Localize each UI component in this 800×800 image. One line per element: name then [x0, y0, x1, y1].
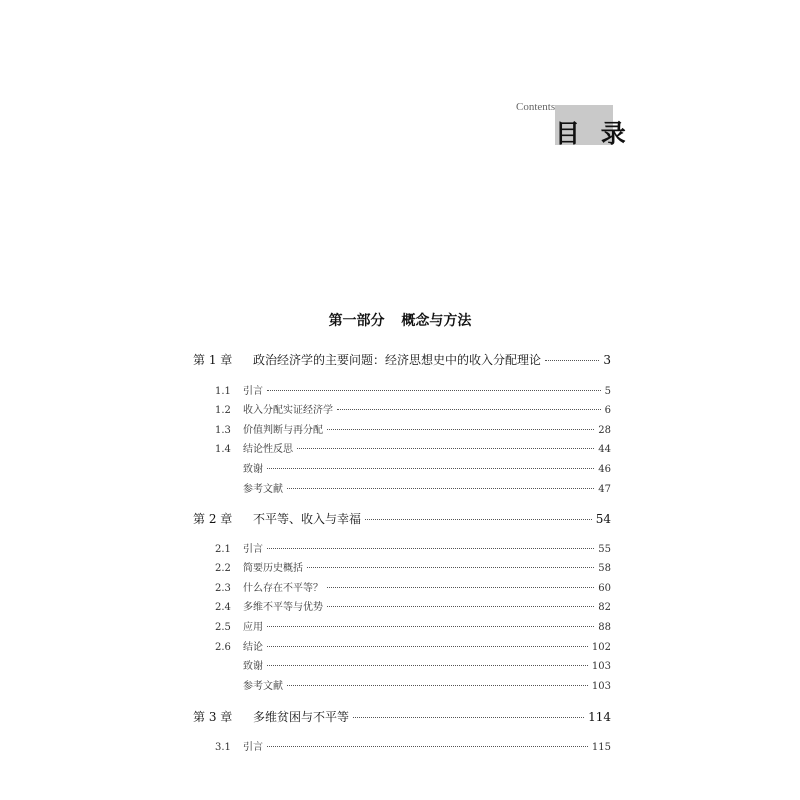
toc-section[interactable] [215, 421, 611, 436]
toc-section[interactable] [215, 618, 611, 633]
dot-leader [267, 665, 588, 666]
dot-leader [307, 567, 594, 568]
part-title: 第一部分 概念与方法 [328, 313, 472, 329]
section-number: 1.3 [215, 425, 231, 436]
dot-leader [327, 429, 594, 430]
section-title: 参考文献 [243, 681, 283, 692]
toc-section[interactable] [215, 738, 611, 753]
toc-references[interactable] [215, 480, 611, 495]
page-number: 6 [604, 405, 611, 416]
dot-leader [267, 468, 594, 469]
page-number: 28 [598, 425, 611, 436]
chapter-title: 政治经济学的主要问题：经济思想史中的收入分配理论 [253, 353, 542, 367]
dot-leader [365, 519, 592, 520]
section-number: 2.3 [215, 583, 231, 594]
dot-leader [267, 390, 601, 391]
section-title: 什么存在不平等？ [243, 583, 323, 594]
section-number: 2.5 [215, 622, 231, 633]
page-number: 3 [603, 353, 611, 367]
dot-leader [267, 646, 588, 647]
toc-section[interactable] [215, 382, 611, 397]
toc-section[interactable] [215, 540, 611, 555]
dot-leader [287, 685, 588, 686]
dot-leader [327, 606, 594, 607]
section-number: 2.2 [215, 563, 231, 574]
toc-section[interactable] [215, 559, 611, 574]
section-title: 参考文献 [243, 484, 283, 495]
section-number: 2.4 [215, 602, 231, 613]
dot-leader [353, 717, 584, 718]
section-title: 多维不平等与优势 [243, 602, 323, 613]
page-number: 46 [598, 464, 611, 475]
toc-section[interactable] [215, 598, 611, 613]
section-title: 结论 [243, 642, 263, 653]
toc-section[interactable] [215, 579, 611, 594]
page-title: 目 录 [555, 119, 632, 148]
toc-references[interactable] [215, 677, 611, 692]
toc-chapter-2[interactable] [193, 510, 611, 527]
section-number: 3.1 [215, 742, 231, 753]
contents-label-en: Contents [516, 101, 556, 113]
chapter-title: 多维贫困与不平等 [253, 710, 350, 724]
toc-acknowledgements[interactable] [215, 460, 611, 475]
toc-chapter-1[interactable] [193, 351, 611, 368]
section-title: 引言 [243, 386, 263, 397]
toc-section[interactable] [215, 401, 611, 416]
section-title: 引言 [243, 544, 263, 555]
page-number: 88 [598, 622, 611, 633]
section-number: 1.2 [215, 405, 231, 416]
chapter-number: 第 2 章 [193, 512, 233, 526]
toc-acknowledgements[interactable] [215, 657, 611, 672]
dot-leader [287, 488, 594, 489]
chapter-number: 第 3 章 [193, 710, 233, 724]
dot-leader [545, 360, 599, 361]
chapter-title: 不平等、收入与幸福 [253, 512, 362, 526]
section-title: 价值判断与再分配 [243, 425, 323, 436]
section-title: 收入分配实证经济学 [243, 405, 333, 416]
dot-leader [337, 409, 601, 410]
section-number: 2.1 [215, 544, 231, 555]
page-number: 54 [595, 512, 611, 526]
section-title: 简要历史概括 [243, 563, 303, 574]
page-number: 47 [598, 484, 611, 495]
page-number: 60 [598, 583, 611, 594]
page-number: 103 [591, 681, 611, 692]
dot-leader [267, 626, 594, 627]
section-number: 1.4 [215, 444, 231, 455]
page-number: 102 [591, 642, 611, 653]
toc-section[interactable] [215, 638, 611, 653]
section-title: 致谢 [243, 464, 263, 475]
section-title: 结论性反思 [243, 444, 293, 455]
dot-leader [267, 746, 588, 747]
section-title: 引言 [243, 742, 263, 753]
dot-leader [297, 448, 594, 449]
page-number: 58 [598, 563, 611, 574]
chapter-number: 第 1 章 [193, 353, 233, 367]
page-number: 82 [598, 602, 611, 613]
toc-chapter-3[interactable] [193, 708, 611, 725]
section-number: 2.6 [215, 642, 231, 653]
page-number: 103 [591, 661, 611, 672]
page-number: 44 [598, 444, 611, 455]
section-title: 致谢 [243, 661, 263, 672]
dot-leader [327, 587, 594, 588]
section-title: 应用 [243, 622, 263, 633]
section-number: 1.1 [215, 386, 231, 397]
dot-leader [267, 548, 594, 549]
page-number: 115 [591, 742, 611, 753]
page-number: 5 [604, 386, 611, 397]
toc-section[interactable] [215, 440, 611, 455]
page-number: 114 [588, 710, 611, 724]
page-number: 55 [598, 544, 611, 555]
